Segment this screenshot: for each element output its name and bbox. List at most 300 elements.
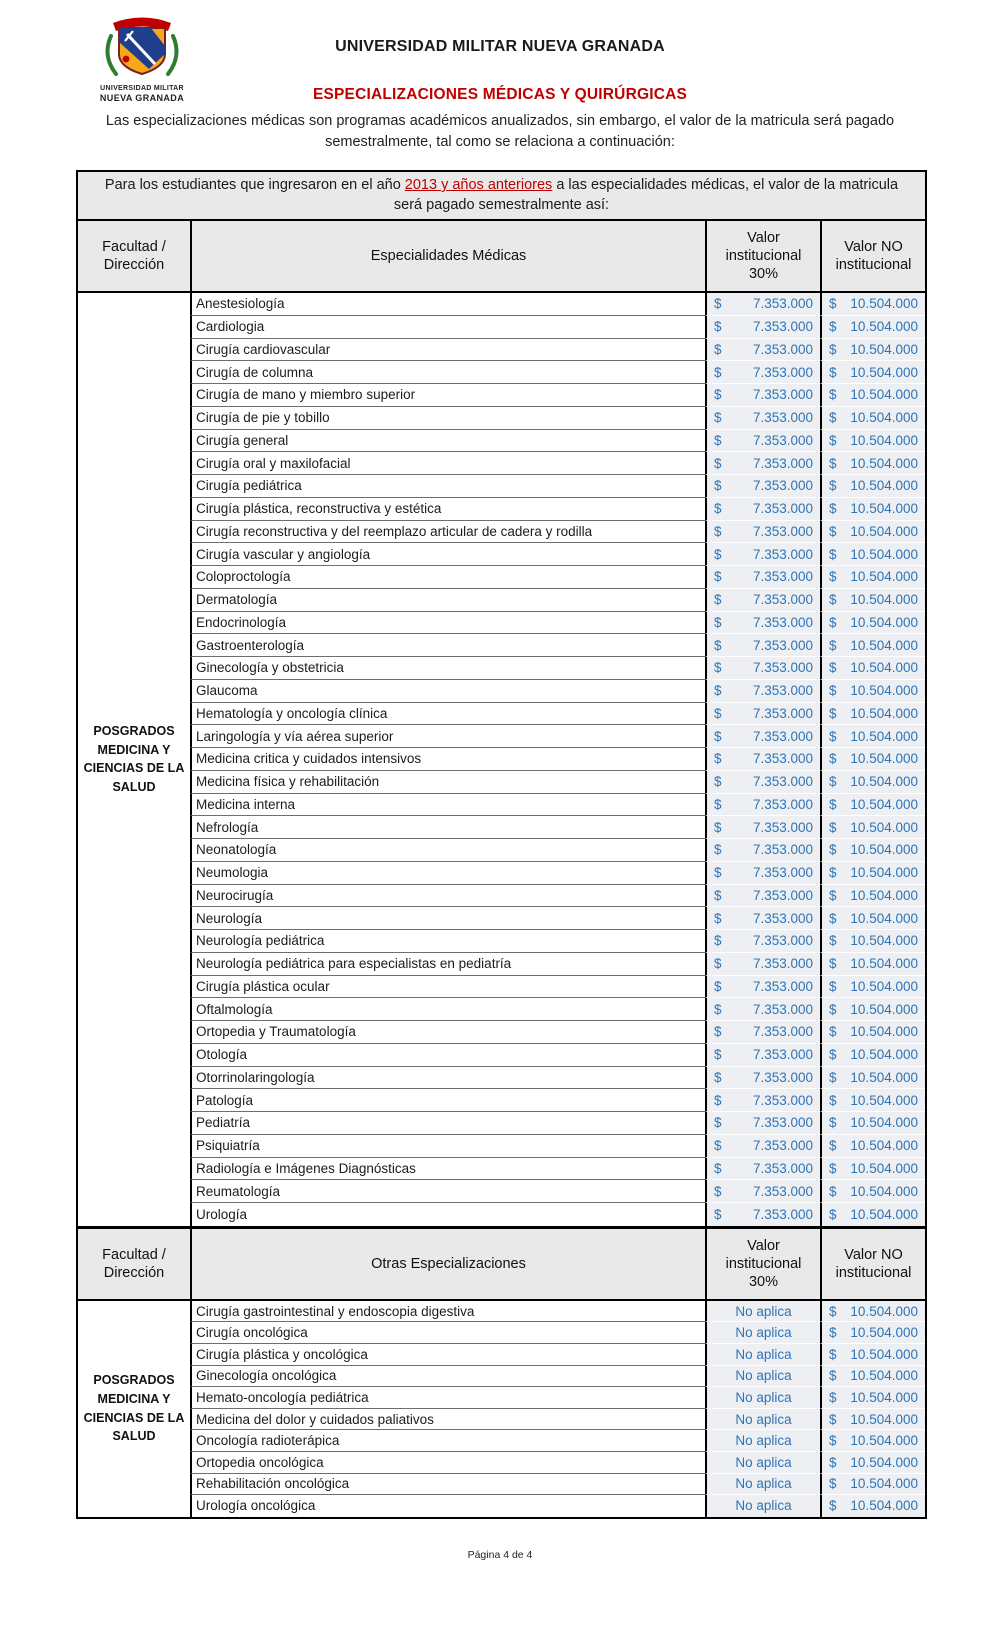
not-applicable-label: No aplica xyxy=(735,1498,792,1514)
currency-symbol: $ xyxy=(714,546,722,562)
amount: 7.353.000 xyxy=(752,410,813,426)
amount: 7.353.000 xyxy=(752,910,813,926)
shield-flower xyxy=(123,56,130,63)
currency-symbol: $ xyxy=(714,410,722,426)
institutional-value-cell xyxy=(705,907,820,930)
currency-symbol: $ xyxy=(714,569,722,585)
currency-symbol: $ xyxy=(714,683,722,699)
amount: 10.504.000 xyxy=(850,705,918,721)
specialty-cell: Oftalmología xyxy=(190,998,705,1021)
not-applicable-label: No aplica xyxy=(735,1476,792,1492)
amount: 7.353.000 xyxy=(752,1092,813,1108)
institutional-value-cell xyxy=(705,1044,820,1067)
institutional-value-cell xyxy=(705,1180,820,1203)
non-institutional-value-cell xyxy=(820,361,925,384)
institutional-value-cell xyxy=(705,475,820,498)
specialty-cell: Radiología e Imágenes Diagnósticas xyxy=(190,1158,705,1181)
amount: 10.504.000 xyxy=(850,387,918,403)
institutional-value-cell xyxy=(705,430,820,453)
currency-symbol: $ xyxy=(829,842,837,858)
amount: 10.504.000 xyxy=(850,978,918,994)
amount: 7.353.000 xyxy=(752,455,813,471)
currency-symbol: $ xyxy=(829,478,837,494)
amount: 10.504.000 xyxy=(850,1115,918,1131)
non-institutional-value-cell xyxy=(820,703,925,726)
non-institutional-value-cell xyxy=(820,748,925,771)
currency-symbol: $ xyxy=(829,1160,837,1176)
non-institutional-value-cell xyxy=(820,816,925,839)
currency-symbol: $ xyxy=(829,660,837,676)
amount: 10.504.000 xyxy=(850,751,918,767)
amount: 10.504.000 xyxy=(850,1206,918,1222)
institutional-value-cell xyxy=(705,1366,820,1388)
non-institutional-value-cell xyxy=(820,1344,925,1366)
institutional-value-cell xyxy=(705,339,820,362)
currency-symbol: $ xyxy=(829,569,837,585)
amount: 7.353.000 xyxy=(752,774,813,790)
amount: 10.504.000 xyxy=(850,569,918,585)
logo-caption-line1: UNIVERSIDAD MILITAR xyxy=(100,85,184,92)
amount: 10.504.000 xyxy=(850,910,918,926)
currency-symbol: $ xyxy=(829,705,837,721)
currency-symbol: $ xyxy=(829,774,837,790)
non-institutional-value-cell xyxy=(820,475,925,498)
currency-symbol: $ xyxy=(829,910,837,926)
institutional-value-cell xyxy=(705,384,820,407)
specialty-cell: Medicina interna xyxy=(190,794,705,817)
non-institutional-value-cell xyxy=(820,543,925,566)
currency-symbol: $ xyxy=(714,978,722,994)
non-institutional-value-cell xyxy=(820,1301,925,1323)
currency-symbol: $ xyxy=(829,1476,837,1492)
institutional-value-cell xyxy=(705,407,820,430)
currency-symbol: $ xyxy=(829,501,837,517)
not-applicable-label: No aplica xyxy=(735,1454,792,1470)
currency-symbol: $ xyxy=(714,1138,722,1154)
currency-symbol: $ xyxy=(714,728,722,744)
amount: 10.504.000 xyxy=(850,933,918,949)
currency-symbol: $ xyxy=(714,1183,722,1199)
institutional-value-cell xyxy=(705,1430,820,1452)
currency-symbol: $ xyxy=(714,660,722,676)
amount: 10.504.000 xyxy=(850,1433,918,1449)
currency-symbol: $ xyxy=(714,1069,722,1085)
header-institutional-value: Valor institucional 30% xyxy=(705,1229,820,1299)
amount: 10.504.000 xyxy=(850,432,918,448)
amount: 10.504.000 xyxy=(850,546,918,562)
currency-symbol: $ xyxy=(714,751,722,767)
currency-symbol: $ xyxy=(829,1498,837,1514)
specialty-cell: Cirugía plástica y oncológica xyxy=(190,1344,705,1366)
intro-text: Las especializaciones médicas son programas académicos anualizados, sin embargo, el valor de la matricula será pagado semestralmente, tal como se relaciona a continuación: xyxy=(105,113,895,150)
amount: 7.353.000 xyxy=(752,341,813,357)
currency-symbol: $ xyxy=(829,751,837,767)
amount: 7.353.000 xyxy=(752,1206,813,1222)
currency-symbol: $ xyxy=(714,887,722,903)
amount: 7.353.000 xyxy=(752,1138,813,1154)
currency-symbol: $ xyxy=(714,910,722,926)
specialty-cell: Neurocirugía xyxy=(190,885,705,908)
amount: 7.353.000 xyxy=(752,319,813,335)
non-institutional-value-cell xyxy=(820,1430,925,1452)
header-faculty: Facultad / Dirección xyxy=(102,238,166,273)
specialty-cell: Cirugía gastrointestinal y endoscopia digestiva xyxy=(190,1301,705,1323)
institutional-value-cell xyxy=(705,1409,820,1431)
amount: 7.353.000 xyxy=(752,1115,813,1131)
specialty-cell: Neurología xyxy=(190,907,705,930)
currency-symbol: $ xyxy=(829,1368,837,1384)
institutional-value-cell xyxy=(705,612,820,635)
currency-symbol: $ xyxy=(829,956,837,972)
specialty-cell: Medicina del dolor y cuidados paliativos xyxy=(190,1409,705,1431)
currency-symbol: $ xyxy=(829,683,837,699)
specialty-cell: Hemato-oncología pediátrica xyxy=(190,1387,705,1409)
amount: 7.353.000 xyxy=(752,501,813,517)
currency-symbol: $ xyxy=(714,296,722,312)
non-institutional-value-cell xyxy=(820,1474,925,1496)
amount: 10.504.000 xyxy=(850,728,918,744)
currency-symbol: $ xyxy=(714,1047,722,1063)
amount: 7.353.000 xyxy=(752,1160,813,1176)
table2-header-row xyxy=(78,1226,925,1301)
not-applicable-label: No aplica xyxy=(735,1346,792,1362)
currency-symbol: $ xyxy=(829,546,837,562)
amount: 7.353.000 xyxy=(752,1183,813,1199)
currency-symbol: $ xyxy=(829,1454,837,1470)
currency-symbol: $ xyxy=(829,1346,837,1362)
specialty-cell: Cardiologia xyxy=(190,316,705,339)
header-institutional-value: Valor institucional 30% xyxy=(705,221,820,291)
currency-symbol: $ xyxy=(714,705,722,721)
not-applicable-label: No aplica xyxy=(735,1368,792,1384)
non-institutional-value-cell xyxy=(820,293,925,316)
institutional-value-cell xyxy=(705,1089,820,1112)
currency-symbol: $ xyxy=(829,455,837,471)
specialty-cell: Oncología radioterápica xyxy=(190,1430,705,1452)
specialty-cell: Ortopedia oncológica xyxy=(190,1452,705,1474)
specialty-cell: Cirugía de mano y miembro superior xyxy=(190,384,705,407)
amount: 10.504.000 xyxy=(850,819,918,835)
institutional-value-cell xyxy=(705,498,820,521)
non-institutional-value-cell xyxy=(820,384,925,407)
currency-symbol: $ xyxy=(714,592,722,608)
currency-symbol: $ xyxy=(829,387,837,403)
amount: 10.504.000 xyxy=(850,1303,918,1319)
amount: 10.504.000 xyxy=(850,1047,918,1063)
non-institutional-value-cell xyxy=(820,930,925,953)
institutional-value-cell xyxy=(705,1112,820,1135)
specialty-cell: Neurología pediátrica para especialistas en pediatría xyxy=(190,953,705,976)
currency-symbol: $ xyxy=(829,1433,837,1449)
institutional-value-cell xyxy=(705,816,820,839)
currency-symbol: $ xyxy=(714,774,722,790)
non-institutional-value-cell xyxy=(820,1067,925,1090)
specialty-cell: Neumologia xyxy=(190,862,705,885)
specialty-cell: Otorrinolaringología xyxy=(190,1067,705,1090)
institutional-value-cell xyxy=(705,521,820,544)
currency-symbol: $ xyxy=(829,1389,837,1405)
amount: 10.504.000 xyxy=(850,660,918,676)
amount: 10.504.000 xyxy=(850,865,918,881)
currency-symbol: $ xyxy=(829,1069,837,1085)
amount: 10.504.000 xyxy=(850,1411,918,1427)
institutional-value-cell xyxy=(705,1387,820,1409)
currency-symbol: $ xyxy=(714,933,722,949)
specialty-cell: Neonatología xyxy=(190,839,705,862)
currency-symbol: $ xyxy=(714,1024,722,1040)
institutional-value-cell xyxy=(705,680,820,703)
specialty-cell: Patología xyxy=(190,1089,705,1112)
non-institutional-value-cell xyxy=(820,1158,925,1181)
currency-symbol: $ xyxy=(714,1160,722,1176)
header-non-institutional-value: Valor NO institucional xyxy=(820,1229,925,1299)
amount: 10.504.000 xyxy=(850,1160,918,1176)
currency-symbol: $ xyxy=(829,1411,837,1427)
amount: 10.504.000 xyxy=(850,478,918,494)
table2-body xyxy=(78,1301,925,1517)
university-crest-icon xyxy=(99,16,185,80)
specialty-cell: Reumatología xyxy=(190,1180,705,1203)
amount: 7.353.000 xyxy=(752,842,813,858)
specialty-cell: Endocrinología xyxy=(190,612,705,635)
currency-symbol: $ xyxy=(829,432,837,448)
institutional-value-cell xyxy=(705,1322,820,1344)
non-institutional-value-cell xyxy=(820,1409,925,1431)
header-specialty: Otras Especializaciones xyxy=(190,1229,705,1299)
institutional-value-cell xyxy=(705,634,820,657)
amount: 7.353.000 xyxy=(752,887,813,903)
non-institutional-value-cell xyxy=(820,885,925,908)
institutional-value-cell xyxy=(705,1452,820,1474)
amount: 7.353.000 xyxy=(752,546,813,562)
non-institutional-value-cell xyxy=(820,1135,925,1158)
amount: 7.353.000 xyxy=(752,592,813,608)
amount: 10.504.000 xyxy=(850,1092,918,1108)
amount: 7.353.000 xyxy=(752,705,813,721)
institutional-value-cell xyxy=(705,1158,820,1181)
institutional-value-cell xyxy=(705,1135,820,1158)
header-specialty: Especialidades Médicas xyxy=(190,221,705,291)
non-institutional-value-cell xyxy=(820,1021,925,1044)
laurel-right xyxy=(168,36,177,74)
specialty-cell: Hematología y oncología clínica xyxy=(190,703,705,726)
amount: 10.504.000 xyxy=(850,887,918,903)
amount: 7.353.000 xyxy=(752,387,813,403)
non-institutional-value-cell xyxy=(820,1180,925,1203)
institutional-value-cell xyxy=(705,1301,820,1323)
amount: 10.504.000 xyxy=(850,1325,918,1341)
page-number: Página 4 de 4 xyxy=(467,1549,533,1561)
specialty-cell: Cirugía plástica, reconstructiva y estética xyxy=(190,498,705,521)
specialty-cell: Cirugía cardiovascular xyxy=(190,339,705,362)
institutional-value-cell xyxy=(705,1203,820,1226)
non-institutional-value-cell xyxy=(820,566,925,589)
amount: 10.504.000 xyxy=(850,455,918,471)
amount: 10.504.000 xyxy=(850,319,918,335)
specialty-cell: Pediatría xyxy=(190,1112,705,1135)
currency-symbol: $ xyxy=(714,1001,722,1017)
amount: 10.504.000 xyxy=(850,1183,918,1199)
currency-symbol: $ xyxy=(714,1115,722,1131)
logo-caption xyxy=(98,85,186,103)
institutional-value-cell xyxy=(705,794,820,817)
non-institutional-value-cell xyxy=(820,316,925,339)
non-institutional-value-cell xyxy=(820,1452,925,1474)
amount: 7.353.000 xyxy=(752,683,813,699)
amount: 10.504.000 xyxy=(850,523,918,539)
currency-symbol: $ xyxy=(714,865,722,881)
amount: 10.504.000 xyxy=(850,1001,918,1017)
specialty-cell: Cirugía pediátrica xyxy=(190,475,705,498)
currency-symbol: $ xyxy=(829,887,837,903)
non-institutional-value-cell xyxy=(820,953,925,976)
specialty-cell: Ginecología oncológica xyxy=(190,1366,705,1388)
currency-symbol: $ xyxy=(829,341,837,357)
laurel-left xyxy=(107,36,116,74)
currency-symbol: $ xyxy=(829,1325,837,1341)
currency-symbol: $ xyxy=(829,410,837,426)
amount: 10.504.000 xyxy=(850,341,918,357)
currency-symbol: $ xyxy=(714,819,722,835)
currency-symbol: $ xyxy=(714,478,722,494)
amount: 7.353.000 xyxy=(752,728,813,744)
specialty-cell: Rehabilitación oncológica xyxy=(190,1474,705,1496)
institutional-value-cell xyxy=(705,1344,820,1366)
institutional-value-cell xyxy=(705,976,820,999)
table1-header-row xyxy=(78,221,925,293)
institutional-value-cell xyxy=(705,293,820,316)
specialty-cell: Anestesiología xyxy=(190,293,705,316)
amount: 10.504.000 xyxy=(850,410,918,426)
currency-symbol: $ xyxy=(714,501,722,517)
currency-symbol: $ xyxy=(829,1138,837,1154)
specialty-cell: Cirugía de pie y tobillo xyxy=(190,407,705,430)
specialty-cell: Cirugía vascular y angiología xyxy=(190,543,705,566)
amount: 7.353.000 xyxy=(752,796,813,812)
institutional-value-cell xyxy=(705,930,820,953)
non-institutional-value-cell xyxy=(820,839,925,862)
amount: 10.504.000 xyxy=(850,637,918,653)
banner-highlight: 2013 y años anteriores xyxy=(404,177,553,193)
amount: 7.353.000 xyxy=(752,432,813,448)
non-institutional-value-cell xyxy=(820,1495,925,1517)
amount: 10.504.000 xyxy=(850,592,918,608)
currency-symbol: $ xyxy=(829,865,837,881)
institutional-value-cell xyxy=(705,862,820,885)
amount: 10.504.000 xyxy=(850,1476,918,1492)
currency-symbol: $ xyxy=(829,364,837,380)
amount: 7.353.000 xyxy=(752,478,813,494)
currency-symbol: $ xyxy=(829,819,837,835)
non-institutional-value-cell xyxy=(820,339,925,362)
currency-symbol: $ xyxy=(714,364,722,380)
currency-symbol: $ xyxy=(829,296,837,312)
institutional-value-cell xyxy=(705,703,820,726)
currency-symbol: $ xyxy=(829,1024,837,1040)
specialty-cell: Ortopedia y Traumatología xyxy=(190,1021,705,1044)
faculty-cell: POSGRADOS MEDICINA Y CIENCIAS DE LA SALUD xyxy=(83,1373,185,1444)
currency-symbol: $ xyxy=(714,432,722,448)
institutional-value-cell xyxy=(705,998,820,1021)
non-institutional-value-cell xyxy=(820,1203,925,1226)
amount: 10.504.000 xyxy=(850,1024,918,1040)
amount: 10.504.000 xyxy=(850,1138,918,1154)
specialty-cell: Medicina critica y cuidados intensivos xyxy=(190,748,705,771)
non-institutional-value-cell xyxy=(820,976,925,999)
non-institutional-value-cell xyxy=(820,521,925,544)
specialty-cell: Cirugía de columna xyxy=(190,361,705,384)
currency-symbol: $ xyxy=(714,319,722,335)
amount: 10.504.000 xyxy=(850,1368,918,1384)
currency-symbol: $ xyxy=(829,319,837,335)
currency-symbol: $ xyxy=(829,592,837,608)
non-institutional-value-cell xyxy=(820,1387,925,1409)
amount: 10.504.000 xyxy=(850,1498,918,1514)
currency-symbol: $ xyxy=(829,1183,837,1199)
amount: 7.353.000 xyxy=(752,1001,813,1017)
currency-symbol: $ xyxy=(829,523,837,539)
amount: 10.504.000 xyxy=(850,796,918,812)
currency-symbol: $ xyxy=(829,728,837,744)
institutional-value-cell xyxy=(705,657,820,680)
non-institutional-value-cell xyxy=(820,1322,925,1344)
currency-symbol: $ xyxy=(714,956,722,972)
currency-symbol: $ xyxy=(714,523,722,539)
specialty-cell: Ginecología y obstetricia xyxy=(190,657,705,680)
non-institutional-value-cell xyxy=(820,498,925,521)
university-name: UNIVERSIDAD MILITAR NUEVA GRANADA xyxy=(335,38,665,55)
currency-symbol: $ xyxy=(829,1092,837,1108)
currency-symbol: $ xyxy=(714,455,722,471)
amount: 7.353.000 xyxy=(752,1024,813,1040)
faculty-cell: POSGRADOS MEDICINA Y CIENCIAS DE LA SALUD xyxy=(83,723,185,795)
specialty-cell: Nefrología xyxy=(190,816,705,839)
specialty-cell: Neurología pediátrica xyxy=(190,930,705,953)
currency-symbol: $ xyxy=(829,933,837,949)
amount: 10.504.000 xyxy=(850,842,918,858)
currency-symbol: $ xyxy=(714,1206,722,1222)
institutional-value-cell xyxy=(705,1495,820,1517)
currency-symbol: $ xyxy=(714,387,722,403)
tuition-table xyxy=(76,170,927,1519)
amount: 7.353.000 xyxy=(752,296,813,312)
currency-symbol: $ xyxy=(829,796,837,812)
non-institutional-value-cell xyxy=(820,907,925,930)
amount: 7.353.000 xyxy=(752,1047,813,1063)
logo-caption-line2: NUEVA GRANADA xyxy=(99,93,185,104)
amount: 10.504.000 xyxy=(850,296,918,312)
institutional-value-cell xyxy=(705,316,820,339)
currency-symbol: $ xyxy=(714,1092,722,1108)
specialty-cell: Coloproctología xyxy=(190,566,705,589)
amount: 7.353.000 xyxy=(752,819,813,835)
specialty-cell: Glaucoma xyxy=(190,680,705,703)
institutional-value-cell xyxy=(705,1474,820,1496)
institutional-value-cell xyxy=(705,1067,820,1090)
institutional-value-cell xyxy=(705,748,820,771)
non-institutional-value-cell xyxy=(820,771,925,794)
amount: 7.353.000 xyxy=(752,865,813,881)
amount: 10.504.000 xyxy=(850,1069,918,1085)
header-faculty: Facultad / Dirección xyxy=(102,1246,166,1281)
amount: 7.353.000 xyxy=(752,956,813,972)
currency-symbol: $ xyxy=(714,341,722,357)
currency-symbol: $ xyxy=(829,1001,837,1017)
currency-symbol: $ xyxy=(714,796,722,812)
specialty-cell: Gastroenterología xyxy=(190,634,705,657)
not-applicable-label: No aplica xyxy=(735,1433,792,1449)
non-institutional-value-cell xyxy=(820,998,925,1021)
